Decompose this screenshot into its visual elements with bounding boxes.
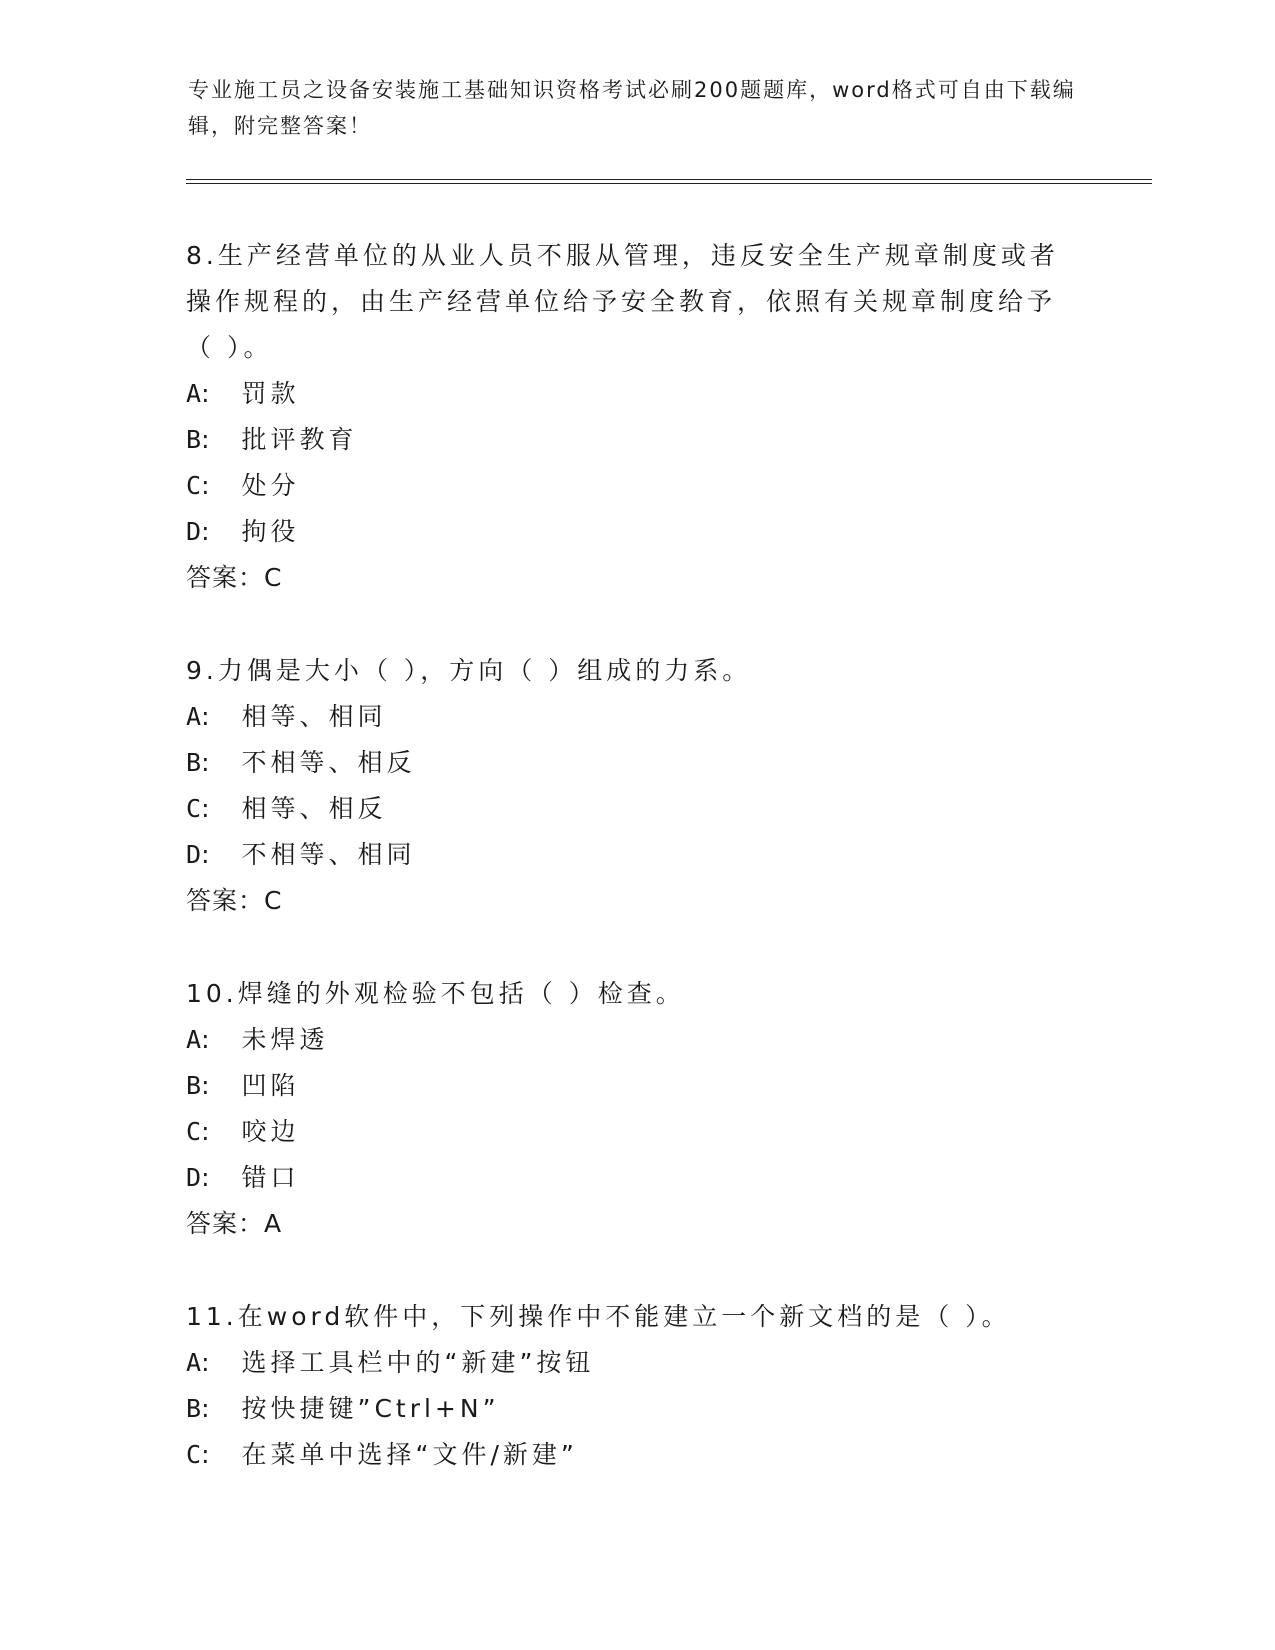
answer-text: 答案：C bbox=[186, 886, 283, 915]
option-c: C: 在菜单中选择“文件/新建” bbox=[186, 1440, 578, 1469]
option-b: B: 批评教育 bbox=[186, 425, 358, 454]
question-stem: 10.焊缝的外观检验不包括（ ）检查。 bbox=[186, 979, 685, 1008]
document-header-text: 专业施工员之设备安装施工基础知识资格考试必刷200题题库，word格式可自由下载编辑，附完整答案！ bbox=[188, 78, 1076, 138]
option-b: B: 凹陷 bbox=[186, 1071, 300, 1100]
option-b: B: 按快捷键”Ctrl+N” bbox=[186, 1394, 500, 1423]
question-stem: 8.生产经营单位的从业人员不服从管理，违反安全生产规章制度或者操作规程的，由生产经营单位给予安全教育，依照有关规章制度给予（ ）。 bbox=[186, 241, 1059, 362]
answer-text: 答案：C bbox=[186, 563, 283, 592]
option-d: D: 不相等、相同 bbox=[186, 840, 416, 869]
option-a: A: 罚款 bbox=[186, 379, 300, 408]
option-c: C: 咬边 bbox=[186, 1117, 300, 1146]
question-9 bbox=[186, 648, 1066, 924]
question-11 bbox=[186, 1294, 1066, 1478]
option-a: A: 选择工具栏中的“新建”按钮 bbox=[186, 1348, 595, 1377]
question-stem: 11.在word软件中，下列操作中不能建立一个新文档的是（ ）。 bbox=[186, 1302, 1011, 1331]
question-stem: 9.力偶是大小（ ），方向（ ）组成的力系。 bbox=[186, 656, 752, 685]
answer-text: 答案：A bbox=[186, 1209, 283, 1238]
question-list bbox=[186, 233, 1066, 1525]
option-c: C: 相等、相反 bbox=[186, 794, 387, 823]
header-divider-bottom bbox=[186, 183, 1152, 184]
option-d: D: 错口 bbox=[186, 1163, 300, 1192]
option-a: A: 相等、相同 bbox=[186, 702, 387, 731]
option-b: B: 不相等、相反 bbox=[186, 748, 416, 777]
header-divider-top bbox=[186, 179, 1152, 180]
question-10 bbox=[186, 971, 1066, 1247]
question-8 bbox=[186, 233, 1066, 601]
option-d: D: 拘役 bbox=[186, 517, 300, 546]
option-a: A: 未焊透 bbox=[186, 1025, 329, 1054]
option-c: C: 处分 bbox=[186, 471, 300, 500]
